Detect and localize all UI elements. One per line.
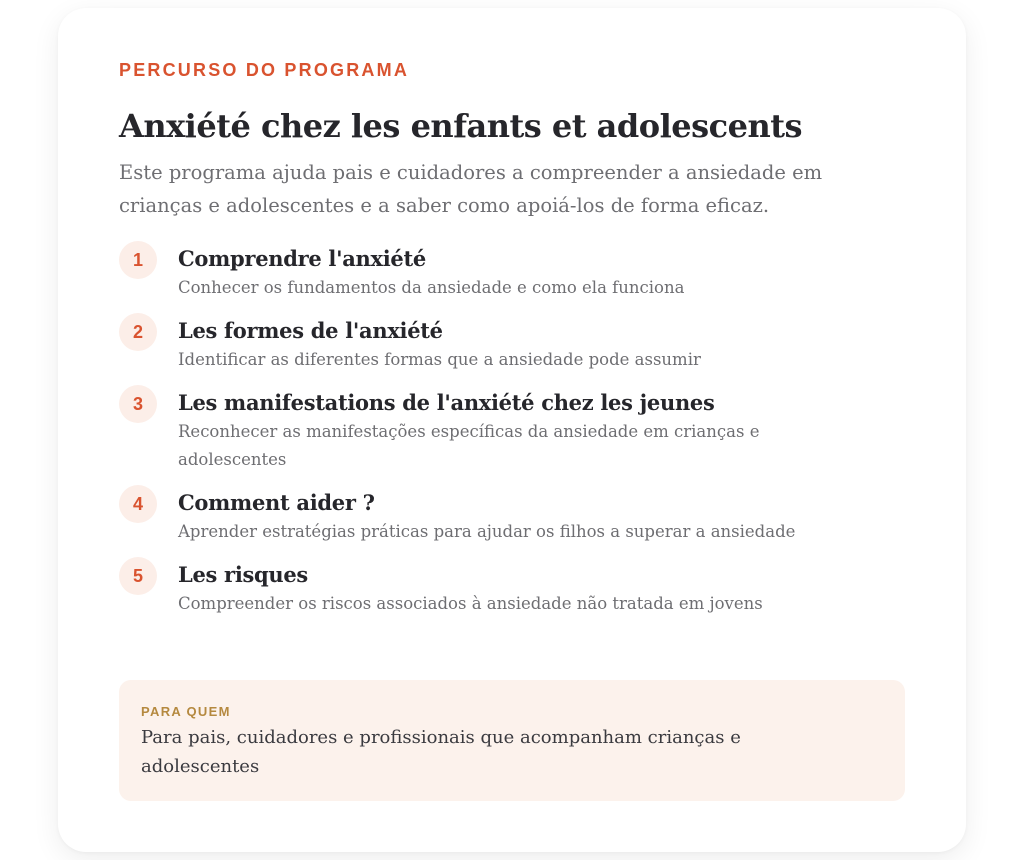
step-description: Reconhecer as manifestações específicas da ansiedade em crianças e adolescentes	[178, 422, 760, 469]
step-number-badge: 1	[119, 241, 157, 279]
step-body	[178, 560, 905, 618]
program-card	[58, 8, 966, 852]
steps-list	[119, 244, 905, 618]
step-item	[119, 488, 905, 546]
audience-label: PARA QUEM	[141, 704, 231, 719]
step-body	[178, 316, 905, 374]
step-number-badge: 2	[119, 313, 157, 351]
step-item	[119, 560, 905, 618]
step-number-badge: 5	[119, 557, 157, 595]
step-title: Les formes de l'anxiété	[178, 318, 443, 343]
step-title: Comprendre l'anxiété	[178, 246, 426, 271]
step-description: Compreender os riscos associados à ansiedade não tratada em jovens	[178, 594, 763, 613]
step-title: Les risques	[178, 562, 308, 587]
audience-text: Para pais, cuidadores e profissionais que acompanham crianças e adolescentes	[141, 727, 741, 777]
step-description: Aprender estratégias práticas para ajudar os filhos a superar a ansiedade	[178, 522, 796, 541]
step-description: Conhecer os fundamentos da ansiedade e como ela funciona	[178, 278, 685, 297]
step-title: Les manifestations de l'anxiété chez les jeunes	[178, 390, 715, 415]
step-body	[178, 488, 905, 546]
step-description: Identificar as diferentes formas que a ansiedade pode assumir	[178, 350, 701, 369]
step-item	[119, 388, 905, 474]
step-number-badge: 3	[119, 385, 157, 423]
step-title: Comment aider ?	[178, 490, 375, 515]
step-item	[119, 244, 905, 302]
step-number-badge: 4	[119, 485, 157, 523]
program-eyebrow: PERCURSO DO PROGRAMA	[119, 60, 410, 80]
step-body	[178, 388, 905, 474]
step-item	[119, 316, 905, 374]
program-intro: Este programa ajuda pais e cuidadores a compreender a ansiedade em crianças e adolescentes e a saber como apoiá-los de forma eficaz.	[119, 161, 823, 217]
audience-box	[119, 680, 905, 801]
step-body	[178, 244, 905, 302]
program-title: Anxiété chez les enfants et adolescents	[119, 107, 803, 145]
